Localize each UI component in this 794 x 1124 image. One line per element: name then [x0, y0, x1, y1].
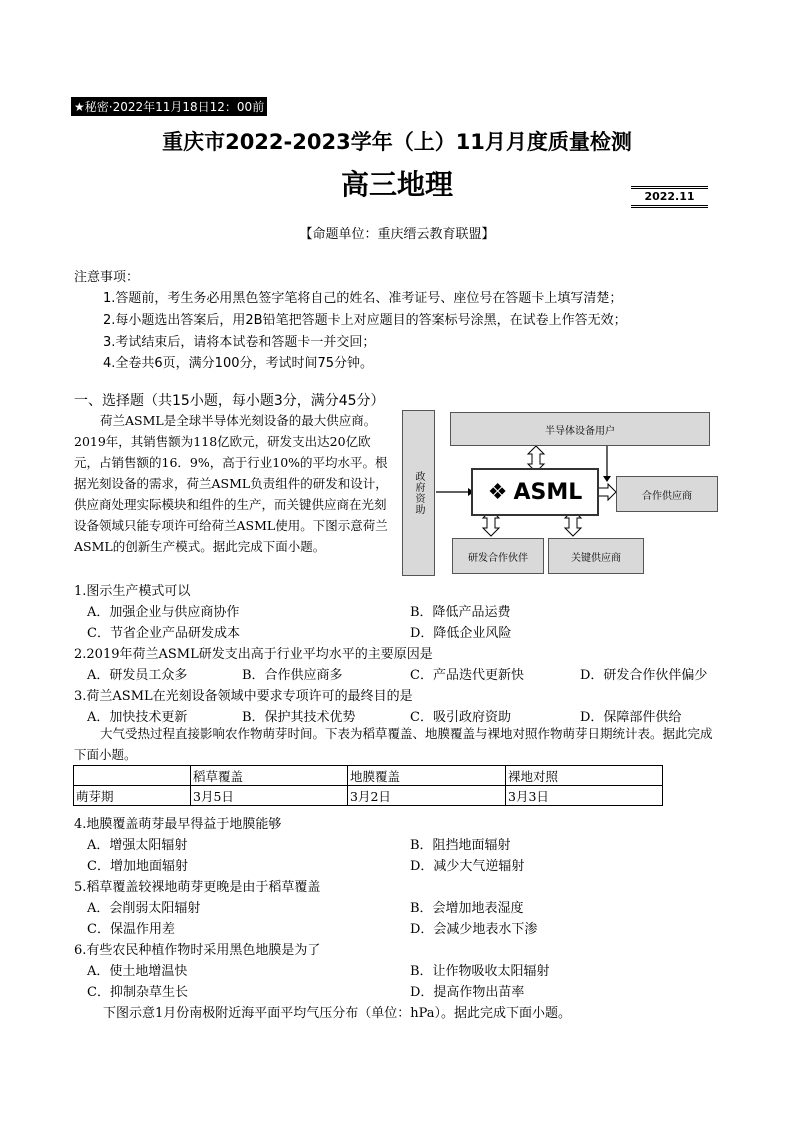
option-d[interactable]: D．提高作物出苗率	[410, 985, 525, 1000]
asml-company-box	[471, 468, 599, 516]
question-stem: 5.稻草覆盖较裸地萌芽更晚是由于稻草覆盖	[74, 880, 321, 895]
option-b[interactable]: B．让作物吸收太阳辐射	[410, 964, 550, 979]
option-b[interactable]: B．降低产品运费	[410, 605, 511, 620]
table-cell: 3月5日	[191, 786, 348, 806]
asml-logo-icon: ❖	[487, 479, 508, 505]
option-c[interactable]: C．抑制杂草生长	[87, 985, 188, 1000]
option-b[interactable]: B．会增加地表湿度	[410, 901, 524, 916]
partner-suppliers-label: 合作供应商	[642, 490, 692, 502]
table-header-cell: 裸地对照	[506, 766, 663, 786]
table-cell: 3月2日	[348, 786, 506, 806]
notice-item: 4.全卷共6页，满分100分，考试时间75分钟。	[103, 356, 374, 371]
semiconductor-users-label: 半导体设备用户	[545, 425, 615, 437]
option-c[interactable]: C．增加地面辐射	[87, 859, 188, 874]
notice-item: 1.答题前，考生务必用黑色签字笔将自己的姓名、准考证号、座位号在答题卡上填写清楚；	[103, 291, 623, 306]
question-stem: 2.2019年荷兰ASML研发支出高于行业平均水平的主要原因是	[74, 647, 433, 662]
option-a[interactable]: A．加快技术更新	[87, 710, 188, 725]
passage-germination: 大气受热过程直接影响农作物萌芽时间。下表为稻草覆盖、地膜覆盖与裸地对照作物萌芽日期统计表。据此完成下面小题。	[74, 726, 713, 762]
option-b[interactable]: B．阻挡地面辐射	[410, 838, 511, 853]
option-a[interactable]: A．使土地增温快	[87, 964, 188, 979]
notice-item: 2.每小题选出答案后，用2B铅笔把答题卡上对应题目的答案标号涂黑，在试卷上作答无效；	[103, 313, 627, 328]
question-stem: 4.地膜覆盖萌芽最早得益于地膜能够	[74, 817, 282, 832]
table-cell: 萌芽期	[74, 786, 191, 806]
notice-heading: 注意事项：	[74, 270, 140, 285]
semiconductor-users-box	[450, 412, 710, 446]
option-d[interactable]: D．会减少地表水下渗	[410, 922, 538, 937]
option-a[interactable]: A．研发员工众多	[87, 668, 188, 683]
option-d[interactable]: D．减少大气逆辐射	[410, 859, 525, 874]
table-row	[74, 786, 663, 806]
key-suppliers-box	[548, 538, 644, 574]
option-b[interactable]: B．保护其技术优势	[242, 710, 356, 725]
subject-title: 高三地理	[340, 168, 453, 201]
government-funding-label: 政府资助	[413, 471, 424, 515]
table-cell: 3月3日	[506, 786, 663, 806]
option-a[interactable]: A．增强太阳辐射	[87, 838, 188, 853]
option-b[interactable]: B．合作供应商多	[242, 668, 343, 683]
partner-suppliers-box	[616, 476, 718, 512]
option-a[interactable]: A．加强企业与供应商协作	[87, 605, 240, 620]
rd-partners-box	[452, 538, 544, 574]
option-d[interactable]: D．降低企业风险	[410, 626, 512, 641]
option-d[interactable]: D．研发合作伙伴偏少	[580, 668, 708, 683]
passage-antarctic-pressure: 下图示意1月份南极附近海平面平均气压分布（单位：hPa）。据此完成下面小题。	[103, 1006, 572, 1021]
germination-table	[73, 765, 663, 806]
table-header-cell	[74, 766, 191, 786]
key-suppliers-label: 关键供应商	[571, 552, 621, 564]
section-heading: 一、选择题（共15小题，每小题3分，满分45分）	[74, 393, 385, 409]
table-header-row	[74, 766, 663, 786]
confidential-tag: ★秘密·2022年11月18日12：00前	[71, 97, 267, 116]
option-a[interactable]: A．会削弱太阳辐射	[87, 901, 201, 916]
government-funding-box	[402, 410, 435, 576]
table-header-cell: 地膜覆盖	[348, 766, 506, 786]
asml-label: ASML	[513, 479, 583, 505]
passage-asml: 荷兰ASML是全球半导体光刻设备的最大供应商。2019年，其销售额为118亿欧元，研发支出达20亿欧元，占销售额的16．9%，高于行业10%的平均水平。根据光刻设备的需求，荷兰ASML负责组件的研发和设计，供应商处理实际模块和组件的生产，而关键供应商在光刻设备领域只能专项许可给荷兰ASML使用。下图示意荷兰ASML的创新生产模式。据此完成下面小题。	[74, 413, 388, 554]
date-stamp: 2022.11	[631, 186, 708, 208]
rd-partners-label: 研发合作伙伴	[468, 552, 528, 564]
notice-item: 3.考试结束后，请将本试卷和答题卡一并交回；	[103, 335, 376, 350]
option-c[interactable]: C．节省企业产品研发成本	[87, 626, 240, 641]
question-stem: 6.有些农民种植作物时采用黑色地膜是为了	[74, 943, 321, 958]
option-c[interactable]: C．吸引政府资助	[410, 710, 511, 725]
question-stem: 1.图示生产模式可以	[74, 584, 191, 599]
question-stem: 3.荷兰ASML在光刻设备领域中要求专项许可的最终目的是	[74, 689, 413, 704]
option-c[interactable]: C．产品迭代更新快	[410, 668, 524, 683]
exam-title: 重庆市2022-2023学年（上）11月月度质量检测	[162, 130, 632, 154]
asml-innovation-diagram	[402, 410, 718, 576]
table-header-cell: 稻草覆盖	[191, 766, 348, 786]
option-d[interactable]: D．保障部件供给	[580, 710, 682, 725]
issuer-line: 【命题单位：重庆缙云教育联盟】	[299, 227, 495, 242]
option-c[interactable]: C．保温作用差	[87, 922, 175, 937]
